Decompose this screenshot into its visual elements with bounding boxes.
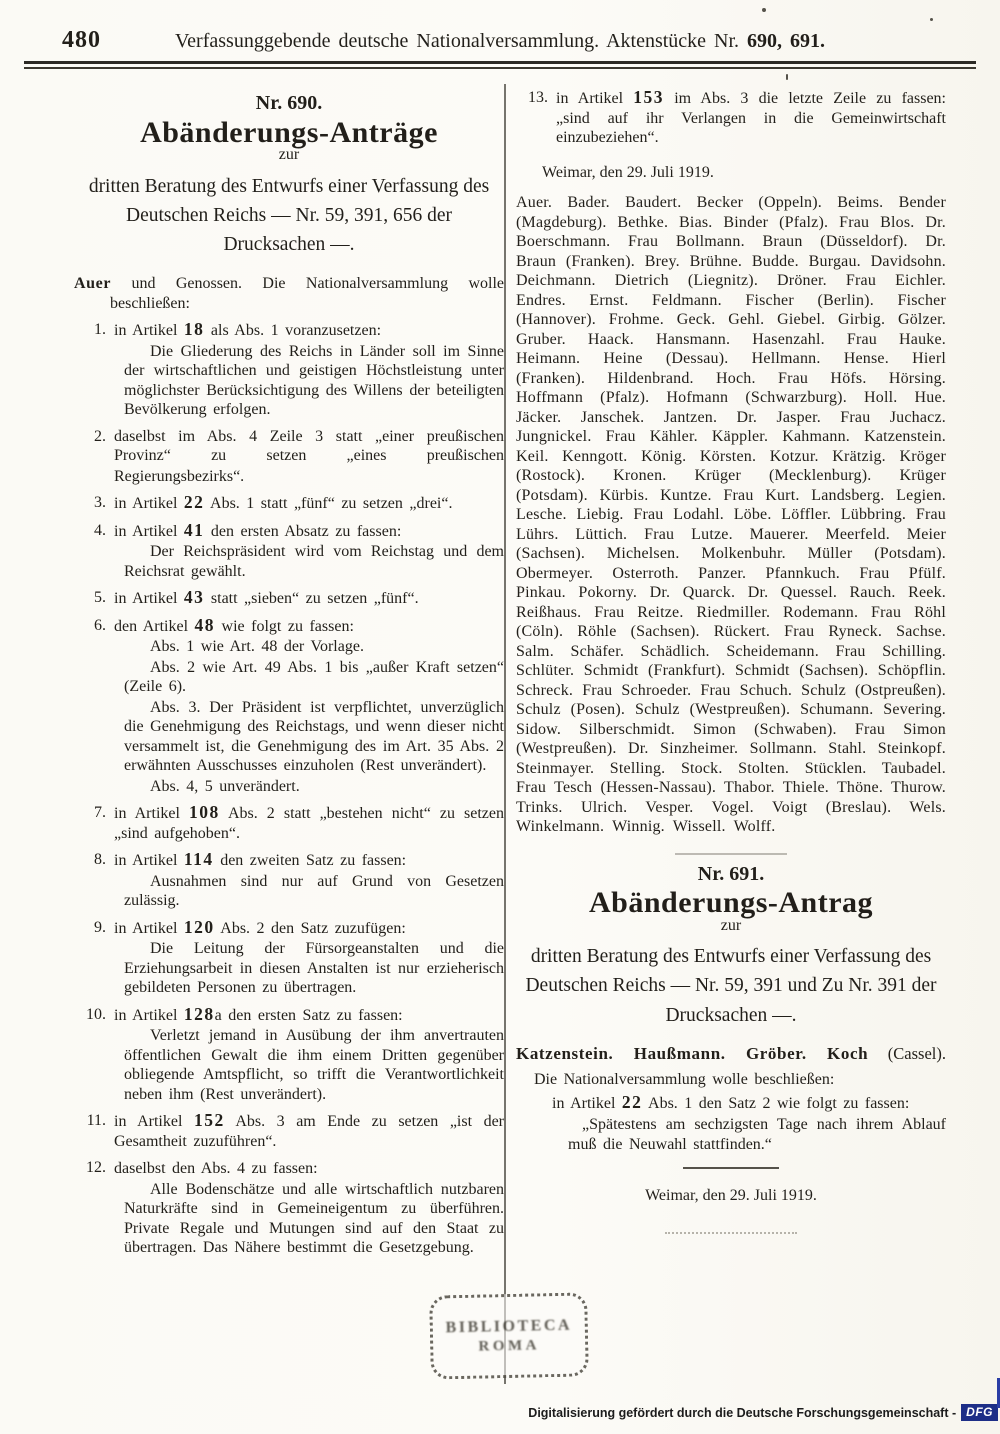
article-number: 153 bbox=[633, 87, 665, 107]
item-lead-post: a den ersten Satz zu fassen: bbox=[214, 1006, 403, 1024]
item-paragraph: Die Gliederung des Reichs in Länder soll im Sinne der wirtschaftlichen und geistigen Höchstleistung unter möglichster Berücksichtigung des Willens der beteiligten Bevölkerung erfolgen. bbox=[124, 342, 504, 419]
article-number: 22 bbox=[183, 492, 205, 513]
item-paragraphs bbox=[114, 542, 504, 581]
item-lead bbox=[114, 493, 504, 514]
item-lead bbox=[114, 320, 504, 341]
stamp-line-1: BIBLIOTECA bbox=[445, 1316, 573, 1336]
item-number: 7. bbox=[94, 804, 106, 822]
item-paragraph: Ausnahmen sind nur auf Grund von Gesetzen zulässig. bbox=[124, 872, 504, 910]
item-paragraph: Die Leitung der Fürsorgeanstalten und die Erziehungsarbeit in diesen Anstalten ist nur erzieherisch gebildeten Personen zu übertragen. bbox=[124, 940, 504, 997]
item-lead bbox=[114, 588, 504, 609]
item-number: 4. bbox=[94, 521, 106, 539]
doc-690-date: Weimar, den 29. Juli 1919. bbox=[542, 163, 714, 181]
amendment-item bbox=[74, 803, 504, 843]
article-number: 152 bbox=[193, 1110, 225, 1131]
article-number: 22 bbox=[621, 1091, 643, 1112]
item-lead-pre: daselbst den Abs. 4 zu fassen: bbox=[114, 1160, 318, 1178]
item-lead bbox=[114, 803, 504, 843]
article-number: 41 bbox=[183, 519, 205, 540]
item-lead-post: Abs. 2 statt „bestehen nicht“ zu setzen „sind aufgehoben“. bbox=[114, 805, 505, 842]
doc-690-subject: dritten Beratung des Entwurfs einer Verfassung des Deutschen Reichs — Nr. 59, 391, 656 der Drucksachen —. bbox=[88, 175, 490, 255]
item-paragraphs bbox=[114, 1026, 504, 1104]
item-lead-pre: in Artikel bbox=[114, 919, 184, 937]
doc-691-proposers-bold: Katzenstein. Haußmann. Gröber. Koch bbox=[516, 1043, 869, 1063]
item-paragraphs bbox=[114, 637, 504, 796]
item-number: 8. bbox=[94, 851, 106, 869]
proposer-name: Auer bbox=[74, 275, 112, 293]
doc-691-subject: dritten Beratung des Entwurfs einer Verfassung des Deutschen Reichs — Nr. 59, 391 und Zu Nr. 391 der Drucksachen —. bbox=[525, 946, 937, 1026]
item-lead-pre: in Artikel bbox=[114, 322, 184, 340]
item-lead-pre: in Artikel bbox=[114, 805, 190, 823]
article-number: 108 bbox=[189, 802, 220, 823]
item-lead-post: Abs. 2 den Satz zuzufügen: bbox=[214, 919, 406, 937]
item-paragraph: Alle Bodenschätze und alle wirtschaftlich nutzbaren Naturkräfte sind in Gemeineigentum zu überführen. Private Regale und Mutungen sind auf den Staat zu übertragen. Das Nähere bestimmt die Gesetzgebung. bbox=[124, 1180, 504, 1257]
amendment-item bbox=[74, 616, 504, 797]
amendment-item bbox=[74, 918, 504, 998]
item-number: 13. bbox=[528, 89, 548, 106]
item-lead-post: statt „sieben“ zu setzen „fünf“. bbox=[204, 590, 419, 608]
amendment-item bbox=[74, 1005, 504, 1105]
item-paragraphs bbox=[114, 939, 504, 998]
left-column bbox=[74, 88, 504, 1258]
item-lead-pre: in Artikel bbox=[114, 852, 184, 870]
scan-speck bbox=[786, 74, 788, 80]
item-paragraph: Abs. 1 wie Art. 48 der Vorlage. bbox=[150, 638, 364, 656]
page-header bbox=[0, 27, 1000, 53]
item-lead-pre: in Artikel bbox=[556, 90, 634, 107]
running-title: Verfassunggebende deutsche Nationalversammlung. bbox=[174, 30, 600, 52]
header-rule bbox=[24, 61, 976, 69]
item-lead-pre: in Artikel bbox=[114, 495, 184, 513]
item-number: 9. bbox=[94, 918, 106, 936]
item-number: 3. bbox=[94, 494, 106, 512]
item-lead bbox=[114, 1158, 504, 1179]
item-number: 1. bbox=[94, 321, 106, 339]
stamp-line-2: ROMA bbox=[478, 1336, 541, 1355]
amendment-item bbox=[74, 1111, 504, 1151]
amendment-item bbox=[74, 320, 504, 420]
right-column bbox=[516, 88, 946, 1234]
doc-690-items bbox=[74, 320, 504, 1258]
item-lead-post: im Abs. 3 die letzte Zeile zu fassen: „sind auf ihr Verlangen in die Gemeinwirtschaft einzubeziehen“. bbox=[556, 90, 946, 146]
running-doc-numbers: 690, 691. bbox=[747, 30, 826, 52]
item-paragraph: Abs. 4, 5 unverändert. bbox=[150, 777, 300, 795]
article-number: 114 bbox=[183, 849, 214, 870]
doc-691-resolution: Die Nationalversammlung wolle beschließen: bbox=[534, 1071, 835, 1089]
doc-691-lead bbox=[516, 1093, 946, 1114]
item-lead-pre: in Artikel bbox=[114, 522, 184, 540]
item-lead bbox=[114, 918, 504, 939]
item-lead bbox=[114, 521, 504, 542]
digitization-footer bbox=[528, 1404, 998, 1421]
page-number: 480 bbox=[62, 27, 101, 53]
amendment-item bbox=[74, 427, 504, 487]
amendment-item bbox=[74, 493, 504, 514]
item-paragraphs bbox=[114, 342, 504, 420]
doc-691-proposers bbox=[516, 1044, 946, 1064]
item-paragraph: Abs. 3. Der Präsident ist verpflichtet, unverzüglich die Genehmigung des Reichstags, und wenn dieser nicht versammelt ist, die Genehmigung des im Art. 35 Abs. 2 erwähnten Ausschusses einzuholen (Rest unverändert). bbox=[124, 698, 504, 775]
doc-690-signatories: Auer. Bader. Baudert. Becker (Oppeln). Beims. Bender (Magdeburg). Bethke. Bias. Binder (Pfalz). Frau Blos. Dr. Boerschmann. Frau Bollmann. Braun (Düsseldorf). Dr. Braun (Franken). Brey. Brühne. Budde. Burgau. Davidsohn. Deichmann. Dietrich (Liegnitz). Dröner. Frau Eichler. Endres. Ernst. Feldmann. Fischer (Berlin). Fischer (Hannover). Frohme. Geck. Gehl. Giebel. Girbig. Gölzer. Gruber. Haack. Hansmann. Hasenzahl. Frau Hauke. Heimann. Heine (Dessau). Hellmann. Hense. Hierl (Franken). Hildenbrand. Hoch. Frau Höfs. Hörsing. Hoffmann (Pfalz). Hofmann (Schwarzburg). Holl. Hue. Jäcker. Janschek. Jantzen. Dr. Jasper. Frau Juchacz. Jungnickel. Frau Kähler. Käppler. Kahmann. Katzenstein. Keil. Kenngott. König. Körsten. Kotzur. Krätzig. Kröger (Rostock). Kronen. Krüger (Mecklenburg). Krüger (Potsdam). Kürbis. Kuntze. Frau Kurt. Landsberg. Legien. Lesche. Liebig. Frau Lodahl. Löbe. Löffler. Lübbring. Frau Lührs. Lüttich. Frau Lutze. Mauerer. Meerfeld. Meier (Sachsen). Michelsen. Molkenbuhr. Müller (Potsdam). Obermeyer. Osterroth. Panzer. Pfannkuch. Frau Pfülf. Pinkau. Pokorny. Dr. Quarck. Dr. Quessel. Rauch. Reek. Reißhaus. Frau Reitze. Riedmiller. Rodemann. Frau Röhl (Cöln). Röhle (Sachsen). Rückert. Frau Ryneck. Sachse. Salm. Schäfer. Schädlich. Scheidemann. Frau Schilling. Schlüter. Schmidt (Frankfurt). Schmidt (Sachsen). Schöpflin. Schreck. Frau Schroeder. Frau Schuch. Schulz (Ostpreußen). Schulz (Posen). Schulz (Westpreußen). Schumann. Severing. Sidow. Silberschmidt. Simon (Schwaben). Frau Simon (Westpreußen). Dr. Sinzheimer. Sollmann. Stahl. Steinkopf. Steinmayer. Stelling. Stock. Stolten. Stücklen. Taubadel. Frau Tesch (Hessen-Nassau). Thabor. Thiele. Thöne. Thurow. Trinks. Ulrich. Vesper. Vogel. Voigt (Breslau). Wels. Winkelmann. Winnig. Wissell. Wolff. bbox=[516, 194, 946, 835]
quote-divider bbox=[683, 1167, 779, 1169]
item-lead-post: Abs. 1 statt „fünf“ zu setzen „drei“. bbox=[204, 495, 453, 513]
amendment-item bbox=[74, 1158, 504, 1258]
doc-690-intro bbox=[74, 274, 504, 313]
item-number: 2. bbox=[94, 427, 106, 445]
article-number: 48 bbox=[194, 614, 216, 635]
digitization-credit: Digitalisierung gefördert durch die Deutsche Forschungsgemeinschaft - bbox=[528, 1405, 957, 1420]
article-number: 120 bbox=[183, 916, 215, 937]
dfg-logo: DFG bbox=[961, 1404, 998, 1421]
item-number: 12. bbox=[86, 1159, 106, 1177]
item-paragraph: Abs. 2 wie Art. 49 Abs. 1 bis „außer Kraft setzen“ (Zeile 6). bbox=[124, 658, 504, 696]
item-number: 10. bbox=[86, 1005, 106, 1023]
scan-speck bbox=[930, 18, 933, 21]
doc-691-title: Abänderungs-Antrag bbox=[588, 886, 874, 919]
item-paragraphs bbox=[114, 1180, 504, 1258]
doc-691-lead-pre: in Artikel bbox=[552, 1094, 622, 1112]
item-lead-post: wie folgt zu fassen: bbox=[215, 617, 354, 635]
item-lead bbox=[114, 850, 504, 871]
item-lead bbox=[114, 1005, 504, 1026]
doc-690-zur: zur bbox=[278, 146, 300, 163]
article-number: 18 bbox=[183, 319, 205, 340]
item-lead bbox=[114, 1111, 504, 1151]
item-lead-post: als Abs. 1 voranzusetzen: bbox=[204, 322, 382, 340]
amendment-item bbox=[74, 521, 504, 582]
running-docs-label: Aktenstücke Nr. bbox=[606, 30, 740, 52]
item-number: 5. bbox=[94, 589, 106, 607]
item-number: 6. bbox=[94, 616, 106, 634]
item-paragraphs bbox=[114, 872, 504, 911]
item-lead-post: den ersten Absatz zu fassen: bbox=[204, 522, 402, 540]
item-lead-pre: daselbst im Abs. 4 Zeile 3 statt „einer preußischen Provinz“ zu setzen „eines preußischen Regierungsbezirks“. bbox=[114, 427, 504, 485]
item-number: 11. bbox=[86, 1112, 106, 1130]
doc-691-quote: „Spätestens am sechzigsten Tage nach ihrem Ablauf muß die Neuwahl stattfinden.“ bbox=[568, 1116, 946, 1153]
doc-690-item-13 bbox=[516, 88, 946, 148]
item-lead-pre: den Artikel bbox=[114, 617, 195, 635]
column-divider bbox=[504, 84, 506, 1384]
scan-speck bbox=[762, 8, 766, 12]
item-lead-post: Abs. 3 am Ende zu setzen „ist der Gesamtheit zuzuführen“. bbox=[114, 1113, 504, 1150]
doc-691-number: Nr. 691. bbox=[697, 862, 765, 885]
doc-691-proposers-rest: (Cassel). bbox=[868, 1043, 946, 1063]
doc-691-zur: zur bbox=[720, 916, 742, 934]
item-lead-post: den zweiten Satz zu fassen: bbox=[213, 852, 407, 870]
amendment-item bbox=[516, 88, 946, 148]
doc-690-number: Nr. 690. bbox=[255, 92, 323, 114]
amendment-item bbox=[74, 850, 504, 911]
section-divider bbox=[675, 853, 787, 855]
article-number: 43 bbox=[183, 587, 205, 608]
doc-690-title: Abänderungs-Anträge bbox=[140, 115, 438, 149]
article-number: 128 bbox=[183, 1003, 215, 1024]
intro-text: und Genossen. Die Nationalversammlung wolle beschließen: bbox=[110, 275, 504, 312]
amendment-item bbox=[74, 588, 504, 609]
item-lead bbox=[114, 427, 504, 487]
item-lead bbox=[114, 616, 504, 637]
item-lead-pre: in Artikel bbox=[114, 1006, 184, 1024]
doc-691-lead-post: Abs. 1 den Satz 2 wie folgt zu fassen: bbox=[642, 1094, 910, 1112]
item-lead-pre: in Artikel bbox=[114, 590, 184, 608]
item-lead-pre: in Artikel bbox=[114, 1113, 194, 1131]
library-stamp bbox=[429, 1292, 589, 1379]
item-lead bbox=[556, 88, 946, 148]
bottom-divider bbox=[665, 1232, 797, 1234]
item-paragraph: Verletzt jemand in Ausübung der ihm anvertrauten öffentlichen Gewalt die ihm einem Dritten gegenüber obliegende Amtspflicht, so trifft die Verantwortlichkeit neben ihm (Rest unverändert). bbox=[124, 1027, 504, 1103]
doc-691-date: Weimar, den 29. Juli 1919. bbox=[645, 1187, 817, 1205]
item-paragraph: Der Reichspräsident wird vom Reichstag und dem Reichsrat gewählt. bbox=[124, 543, 504, 580]
